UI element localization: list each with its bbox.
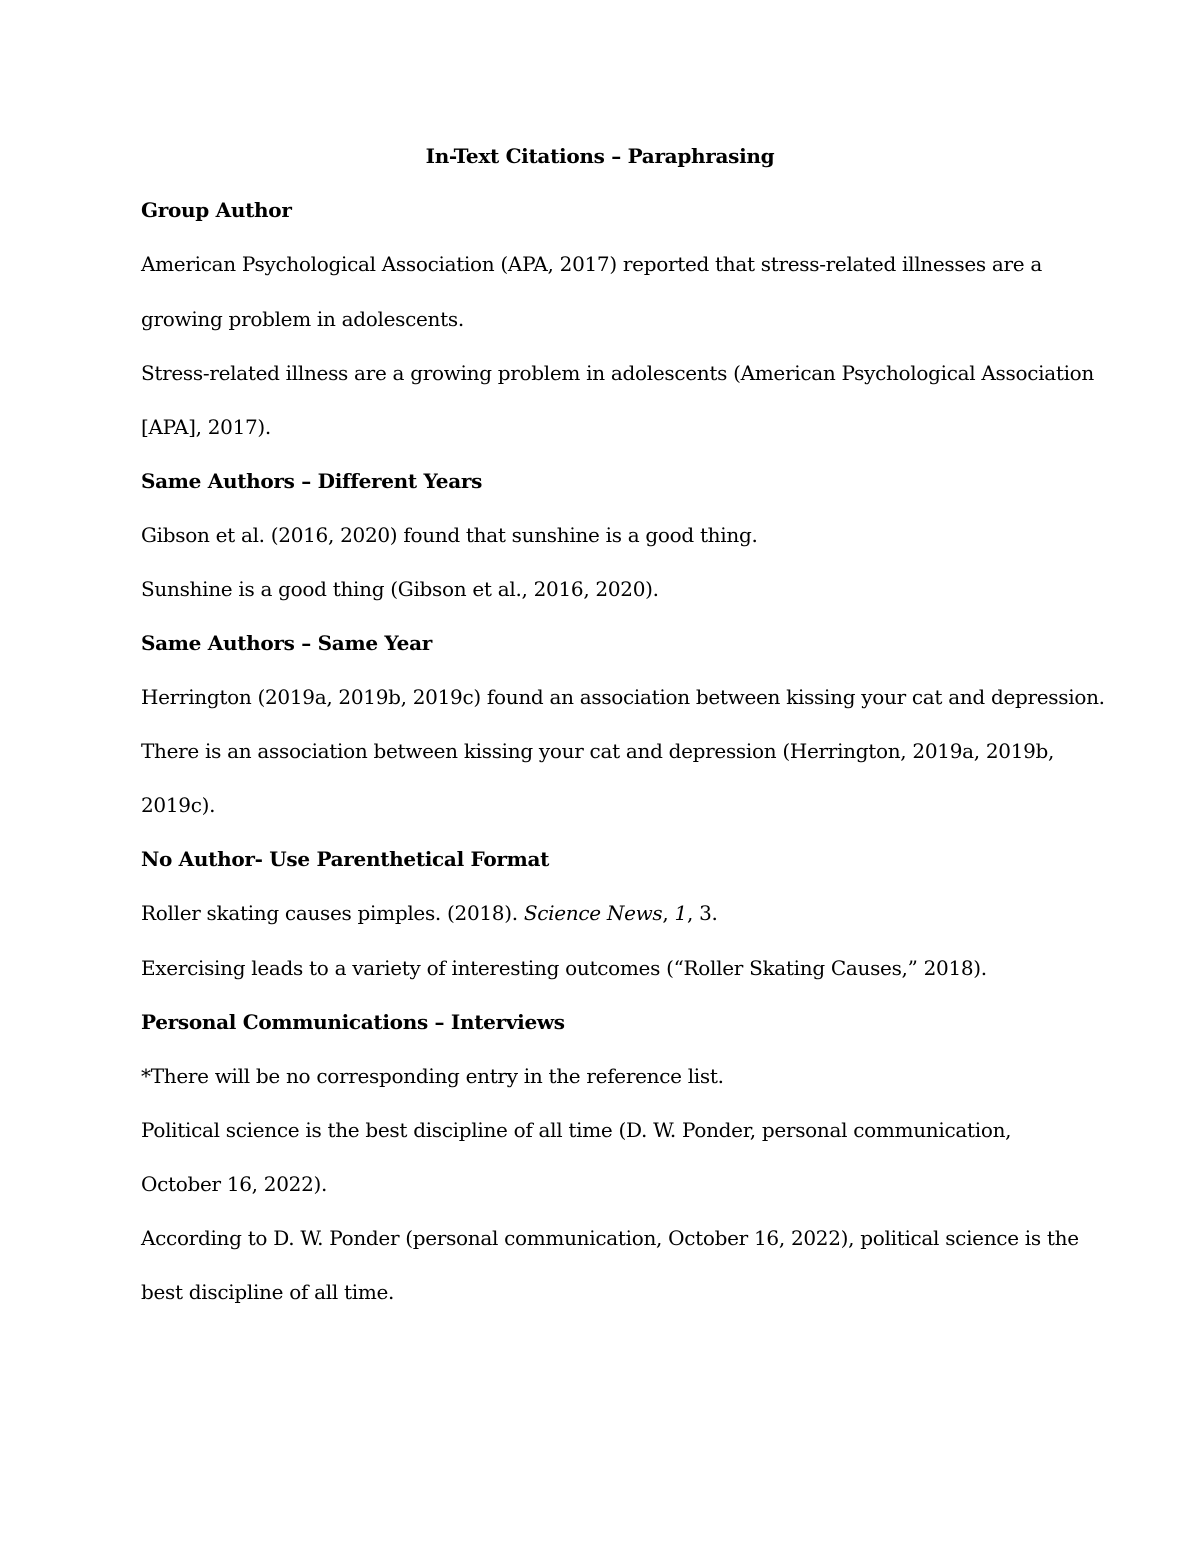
paragraph-line: 2019c). bbox=[141, 793, 216, 817]
paragraph-line: best discipline of all time. bbox=[141, 1280, 395, 1304]
paragraph-line: American Psychological Association (APA, 2017) reported that stress-related illnesses are a bbox=[141, 252, 1043, 276]
reference-separator: , bbox=[662, 901, 675, 925]
paragraph-line: Political science is the best discipline of all time (D. W. Ponder, personal communication, bbox=[141, 1118, 1012, 1142]
reference-pages: , 3. bbox=[686, 901, 718, 925]
paragraph-line: There is an association between kissing your cat and depression (Herrington, 2019a, 2019b, bbox=[141, 739, 1055, 763]
heading-no-author: No Author- Use Parenthetical Format bbox=[141, 847, 550, 871]
paragraph-line: Exercising leads to a variety of interesting outcomes (“Roller Skating Causes,” 2018). bbox=[141, 956, 987, 980]
paragraph-line: [APA], 2017). bbox=[141, 415, 271, 439]
page-title: In-Text Citations – Paraphrasing bbox=[425, 144, 775, 168]
paragraph-line: growing problem in adolescents. bbox=[141, 307, 464, 331]
paragraph-line: Herrington (2019a, 2019b, 2019c) found an association between kissing your cat and depression. bbox=[141, 685, 1105, 709]
paragraph-line: Gibson et al. (2016, 2020) found that sunshine is a good thing. bbox=[141, 523, 758, 547]
heading-same-authors-same-year: Same Authors – Same Year bbox=[141, 631, 432, 655]
heading-personal-communications: Personal Communications – Interviews bbox=[141, 1010, 565, 1034]
paragraph-line: Sunshine is a good thing (Gibson et al., 2016, 2020). bbox=[141, 577, 659, 601]
reference-text: Roller skating causes pimples. (2018). bbox=[141, 901, 524, 925]
paragraph-line: According to D. W. Ponder (personal communication, October 16, 2022), political science is the bbox=[141, 1226, 1079, 1250]
heading-group-author: Group Author bbox=[141, 198, 292, 222]
heading-same-authors-different-years: Same Authors – Different Years bbox=[141, 469, 483, 493]
reference-volume: 1 bbox=[674, 901, 687, 925]
paragraph-line: *There will be no corresponding entry in the reference list. bbox=[141, 1064, 724, 1088]
paragraph-line: Stress-related illness are a growing problem in adolescents (American Psychological Association bbox=[141, 361, 1094, 385]
paragraph-line: October 16, 2022). bbox=[141, 1172, 328, 1196]
reference-entry bbox=[141, 899, 1071, 927]
reference-journal: Science News bbox=[523, 901, 663, 925]
